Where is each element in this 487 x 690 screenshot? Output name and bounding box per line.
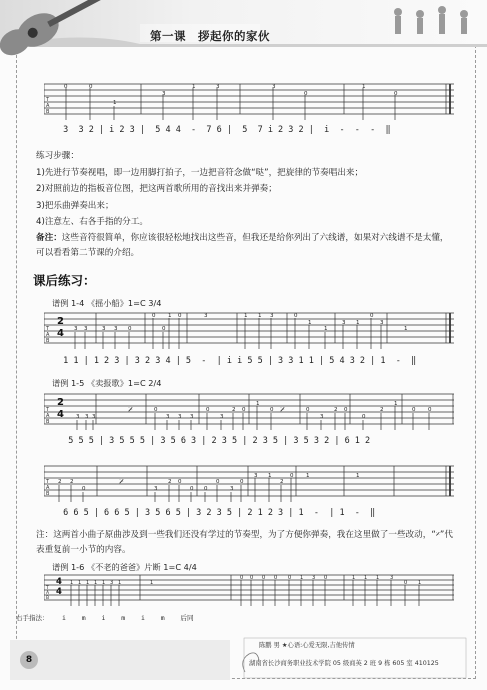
tab-staff-example-3 xyxy=(16,573,454,622)
svg-text:1: 1 xyxy=(356,473,360,479)
page-number: 8 xyxy=(20,651,38,669)
svg-text:3: 3 xyxy=(272,84,276,90)
svg-text:0: 0 xyxy=(304,91,308,97)
svg-text:1: 1 xyxy=(244,313,248,319)
svg-text:3: 3 xyxy=(85,414,89,420)
svg-text:0: 0 xyxy=(128,326,132,332)
svg-text:0: 0 xyxy=(306,407,310,413)
svg-text:3: 3 xyxy=(162,91,166,97)
svg-text:T: T xyxy=(46,97,50,103)
svg-text:0: 0 xyxy=(64,84,68,90)
author-address: 湖南省长沙商务职业技术学院 05 级商英 2 班 9 栋 605 室 410125 xyxy=(249,660,439,667)
right-hand-label: 右手指法： xyxy=(16,614,49,622)
repeat-sign-icon: 𝄎 xyxy=(119,477,124,488)
svg-text:1: 1 xyxy=(113,100,117,106)
svg-text:2: 2 xyxy=(58,479,62,485)
svg-text:3: 3 xyxy=(190,414,194,420)
svg-text:2: 2 xyxy=(334,407,338,413)
svg-text:0: 0 xyxy=(178,479,182,485)
svg-text:0: 0 xyxy=(89,84,93,90)
svg-text:1: 1 xyxy=(404,326,408,332)
svg-text:3: 3 xyxy=(76,414,80,420)
time-signature-bottom: 4 xyxy=(57,409,64,420)
svg-text:1: 1 xyxy=(268,473,272,479)
svg-text:3: 3 xyxy=(74,326,78,332)
svg-text:3: 3 xyxy=(390,575,394,581)
svg-text:0: 0 xyxy=(262,575,266,581)
svg-text:1: 1 xyxy=(258,313,262,319)
svg-text:0: 0 xyxy=(394,91,398,97)
svg-text:A: A xyxy=(46,591,50,596)
header-banner xyxy=(0,0,487,64)
svg-text:T: T xyxy=(46,326,50,332)
repeat-sign-icon: 𝄎 xyxy=(280,405,285,416)
svg-text:3: 3 xyxy=(204,313,208,319)
svg-text:1: 1 xyxy=(94,580,98,586)
svg-text:2: 2 xyxy=(232,407,236,413)
svg-text:3: 3 xyxy=(154,486,158,492)
tab-staff-example-2b xyxy=(44,462,454,518)
svg-text:1: 1 xyxy=(256,401,260,407)
svg-text:B: B xyxy=(46,596,50,601)
svg-text:B: B xyxy=(46,419,50,425)
svg-text:0: 0 xyxy=(178,313,182,319)
svg-text:3: 3 xyxy=(216,84,220,90)
remark-text: 这些音符很简单，你应该很轻松地找出这些音，但我还是给你列出了六线谱，如果对六线谱不是太懂，可以看看第二节课的介绍。 xyxy=(36,233,449,258)
example-1-jianpu: 1 1 | 1 2 3 | 3 2 3 4 | 5 - | i i 5 5 | 3 3 1 1 | 5 4 3 2 | 1 - ‖ xyxy=(58,356,417,366)
svg-text:0: 0 xyxy=(152,313,156,319)
tab-staff-example-1 xyxy=(44,309,454,366)
practice-title: 练习步骤： xyxy=(36,151,79,161)
svg-text:1: 1 xyxy=(306,473,310,479)
svg-text:0: 0 xyxy=(250,575,254,581)
svg-text:1: 1 xyxy=(150,580,154,586)
svg-text:3: 3 xyxy=(342,320,346,326)
svg-text:0: 0 xyxy=(270,407,274,413)
svg-text:0: 0 xyxy=(344,407,348,413)
svg-text:3: 3 xyxy=(114,326,118,332)
svg-text:0: 0 xyxy=(274,575,278,581)
note-paragraph: 注：这两首小曲子原曲涉及到一些我们还没有学过的节奏型，为了方便你弹奏，我在这里做了一些改动，“𝄎”代表重复前一小节的内容。 xyxy=(36,530,453,555)
svg-text:3: 3 xyxy=(166,414,170,420)
practice-step-4: 4)注意左、右各手指的分工。 xyxy=(36,217,148,227)
example-3-label: 谱例 1-6 《不老的爸爸》片断 1=C 4/4 xyxy=(52,562,197,572)
practice-step-2: 2)对照前边的指板音位图，把这两首歌所用的音找出来并弹奏； xyxy=(36,184,277,194)
svg-text:1: 1 xyxy=(78,580,82,586)
svg-text:1: 1 xyxy=(300,575,304,581)
svg-text:0: 0 xyxy=(370,313,374,319)
svg-text:3: 3 xyxy=(380,320,384,326)
svg-text:1: 1 xyxy=(394,401,398,407)
svg-text:0: 0 xyxy=(206,407,210,413)
practice-step-1: 1)先进行节奏视唱，即一边用脚打拍子，一边把音符念做“哒”，把旋律的节奏唱出来； xyxy=(36,167,364,178)
svg-text:B: B xyxy=(46,109,50,115)
example-2-jianpu-line-2: 6 6 5 | 6 6 5 | 3 5 6 5 | 3 2 3 5 | 2 1 2 3 | 1 - | 1 - ‖ xyxy=(58,508,376,518)
svg-text:0: 0 xyxy=(428,407,432,413)
svg-text:3: 3 xyxy=(92,414,96,420)
svg-text:1: 1 xyxy=(102,580,106,586)
svg-text:0: 0 xyxy=(242,407,246,413)
svg-text:0: 0 xyxy=(240,575,244,581)
svg-text:0: 0 xyxy=(162,326,166,332)
svg-text:3: 3 xyxy=(320,414,324,420)
svg-text:A: A xyxy=(46,103,50,109)
svg-text:3: 3 xyxy=(84,326,88,332)
svg-text:0: 0 xyxy=(294,313,298,319)
tab-staff-example-2a xyxy=(44,390,454,446)
time-signature-top: 2 xyxy=(57,397,64,408)
practice-step-3: 3)把乐曲弹奏出来； xyxy=(36,200,114,211)
time-signature-bottom: 4 xyxy=(57,328,64,339)
svg-text:1: 1 xyxy=(118,580,122,586)
svg-text:0: 0 xyxy=(240,479,244,485)
remark-paragraph xyxy=(36,231,456,261)
svg-text:1: 1 xyxy=(376,575,380,581)
svg-text:A: A xyxy=(46,485,50,491)
time-signature-bottom: 4 xyxy=(56,587,62,597)
svg-text:A: A xyxy=(46,413,50,419)
svg-text:3: 3 xyxy=(254,473,258,479)
svg-text:0: 0 xyxy=(154,407,158,413)
example-1-label: 谱例 1-4 《摇小船》1=C 3/4 xyxy=(52,298,162,308)
svg-text:0: 0 xyxy=(204,486,208,492)
svg-text:0: 0 xyxy=(82,486,86,492)
svg-text:3: 3 xyxy=(312,575,316,581)
svg-text:T: T xyxy=(46,586,49,591)
svg-text:1: 1 xyxy=(308,320,312,326)
example-2-jianpu-line-1: 5 5 5 | 3 5 5 5 | 3 5 6 3 | 2 3 5 | 2 3 5 | 3 5 3 2 | 6 1 2 xyxy=(58,436,376,446)
svg-text:3: 3 xyxy=(270,313,274,319)
svg-text:2: 2 xyxy=(168,479,172,485)
svg-text:0: 0 xyxy=(412,407,416,413)
author-line: 陈鹏 男 ★心语:心爱无限,吉他传情 xyxy=(259,642,355,649)
svg-text:1: 1 xyxy=(70,580,74,586)
svg-text:B: B xyxy=(46,338,50,344)
tab-staff-1 xyxy=(44,80,454,135)
repeat-sign-icon: 𝄎 xyxy=(128,405,133,416)
svg-text:B: B xyxy=(46,491,50,497)
svg-text:3: 3 xyxy=(178,414,182,420)
remark-label: 备注： xyxy=(36,233,62,243)
svg-text:0: 0 xyxy=(216,479,220,485)
svg-text:1: 1 xyxy=(362,84,366,90)
score-1-jianpu: 3 3 2 | i 2 3 | 5 4 4 - 7 6 | 5 7 i 2 3 2 | i - - - ‖ xyxy=(58,125,391,135)
practice-steps xyxy=(36,148,363,231)
svg-text:1: 1 xyxy=(324,326,328,332)
svg-text:1: 1 xyxy=(364,575,368,581)
svg-text:1: 1 xyxy=(192,84,196,90)
svg-text:2: 2 xyxy=(380,407,384,413)
svg-text:3: 3 xyxy=(110,580,114,586)
svg-text:1: 1 xyxy=(168,313,172,319)
svg-text:1: 1 xyxy=(356,320,360,326)
svg-text:1: 1 xyxy=(418,580,422,586)
after-class-title: 课后练习： xyxy=(33,273,96,288)
right-hand-fingering: i m i m i m 后同 xyxy=(62,614,194,622)
time-signature-top: 2 xyxy=(57,316,64,327)
svg-text:0: 0 xyxy=(288,575,292,581)
author-box xyxy=(243,637,465,677)
time-signature-top: 4 xyxy=(56,577,62,587)
svg-text:3: 3 xyxy=(230,486,234,492)
svg-text:0: 0 xyxy=(190,486,194,492)
svg-text:2: 2 xyxy=(280,479,284,485)
svg-text:3: 3 xyxy=(102,326,106,332)
svg-text:0: 0 xyxy=(324,575,328,581)
svg-text:A: A xyxy=(46,332,50,338)
svg-text:0: 0 xyxy=(290,473,294,479)
svg-text:1: 1 xyxy=(352,575,356,581)
example-2-label: 谱例 1-5 《卖报歌》1=C 2/4 xyxy=(52,378,162,388)
svg-text:T: T xyxy=(46,479,50,485)
svg-text:T: T xyxy=(46,407,50,413)
svg-text:2: 2 xyxy=(70,479,74,485)
svg-text:3: 3 xyxy=(220,414,224,420)
svg-text:0: 0 xyxy=(404,580,408,586)
svg-text:1: 1 xyxy=(86,580,90,586)
lesson-title: 第一课 拶起你的家伙 xyxy=(150,29,270,43)
svg-text:0: 0 xyxy=(362,414,366,420)
